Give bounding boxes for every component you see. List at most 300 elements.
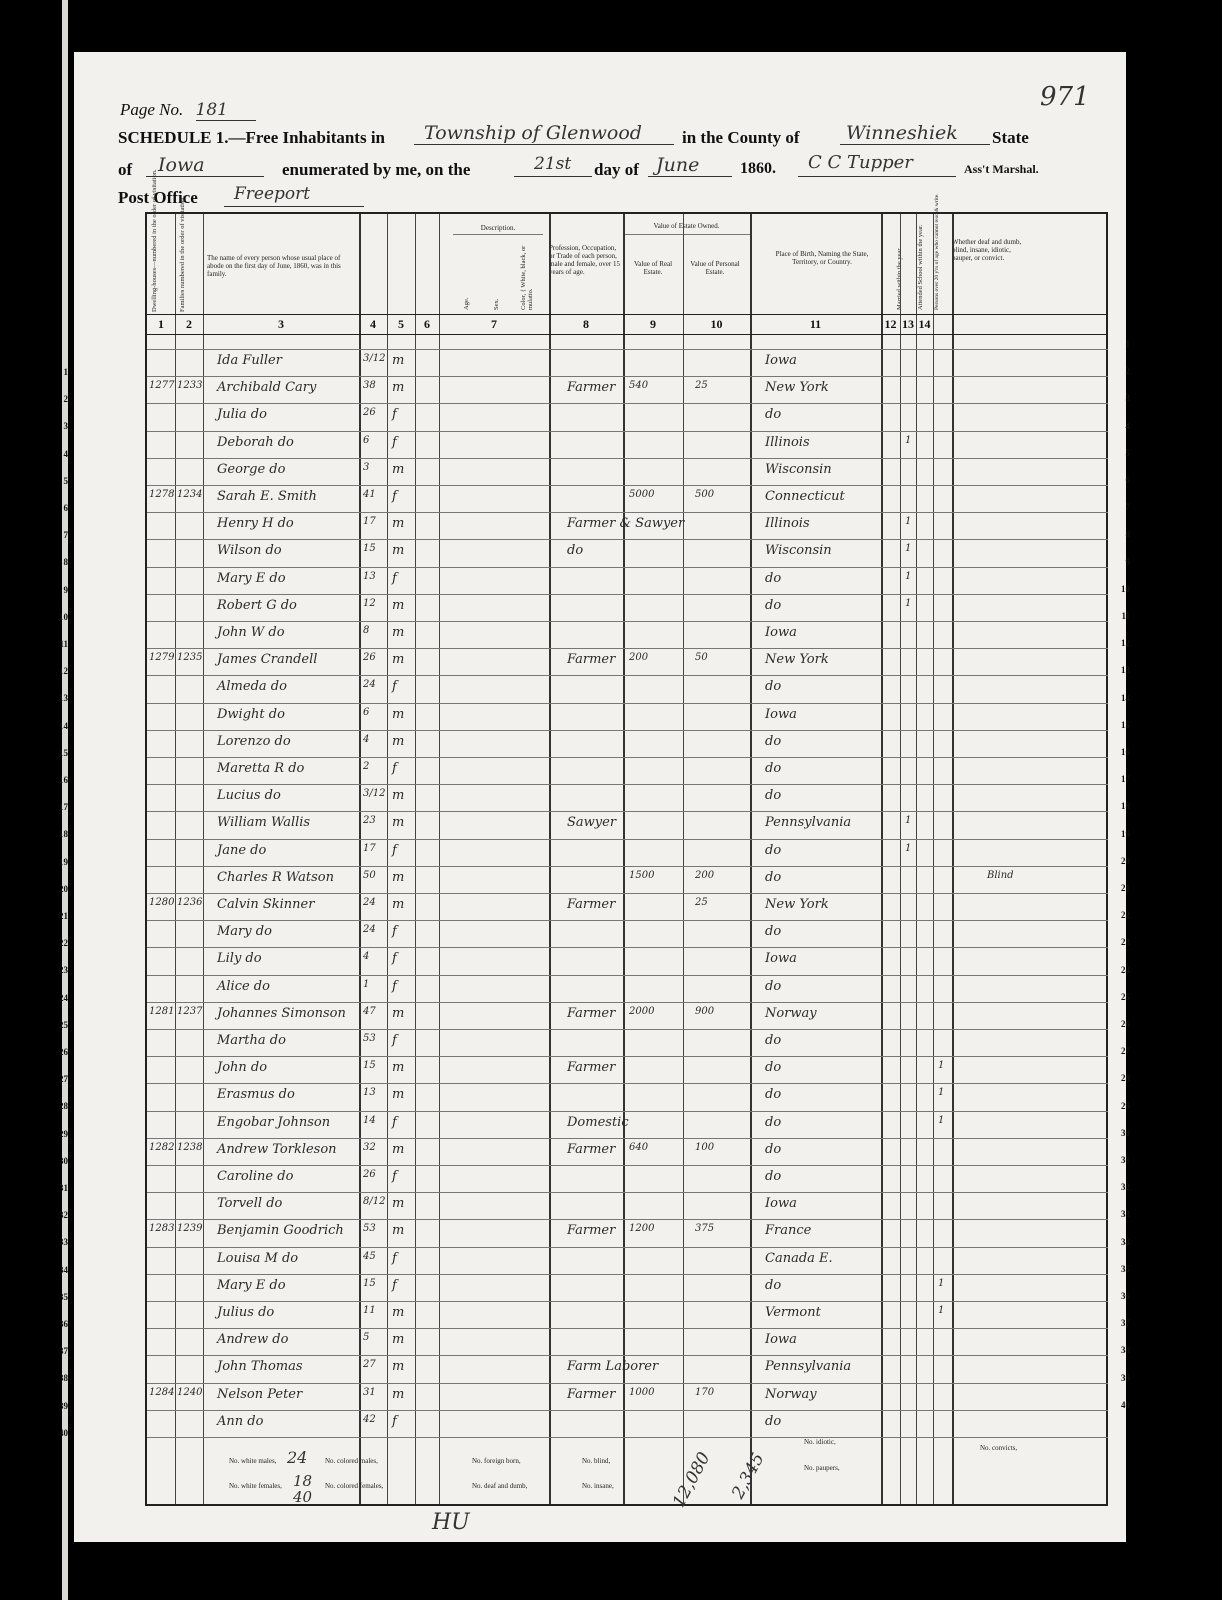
table-cell: f <box>392 489 397 504</box>
table-cell: 1 <box>363 978 370 990</box>
table-cell: 1000 <box>629 1386 655 1398</box>
row-number-left: 18 <box>59 829 68 840</box>
table-cell: 50 <box>695 652 708 664</box>
table-cell: m <box>392 788 405 804</box>
col11-header: Married within the year. <box>896 247 903 310</box>
table-cell: 100 <box>695 1141 715 1153</box>
table-cell: do <box>765 570 782 586</box>
table-cell: Wilson do <box>217 543 282 559</box>
row-number-left: 25 <box>59 1019 68 1030</box>
column-divider <box>916 214 917 1504</box>
row-number-left: 36 <box>59 1319 68 1329</box>
table-cell: Engobar Johnson <box>217 1114 331 1130</box>
table-cell: f <box>392 570 397 586</box>
table-cell: 3/12 <box>363 788 386 800</box>
table-cell: Iowa <box>765 353 797 368</box>
row-number-right: 30 <box>1121 1127 1130 1138</box>
row-rule <box>147 1301 1108 1302</box>
row-number-right: 26 <box>1121 1019 1130 1029</box>
table-cell: 640 <box>629 1141 649 1153</box>
table-cell: do <box>765 597 782 613</box>
table-cell: Canada E. <box>765 1250 833 1266</box>
table-cell: 53 <box>363 1033 376 1044</box>
convicts-label: No. convicts, <box>980 1444 1018 1452</box>
table-cell: do <box>765 1087 782 1103</box>
table-cell: 27 <box>363 1359 376 1371</box>
page-label: Page No. <box>120 100 184 119</box>
stamp-number: 971 <box>1040 82 1090 112</box>
row-rule <box>147 1083 1108 1084</box>
white-males-label: No. white males, <box>229 1457 277 1465</box>
table-cell: 15 <box>363 1060 376 1072</box>
table-cell: Deborah do <box>217 434 294 450</box>
row-number-left: 32 <box>59 1210 68 1221</box>
enumerated-label: enumerated by me, on the <box>282 160 471 179</box>
column-number: 7 <box>491 317 497 331</box>
table-cell: 42 <box>363 1413 376 1425</box>
row-number-left: 1 <box>63 367 68 377</box>
col2-header: Families numbered in the order of visitation. <box>179 195 186 312</box>
binding-strip <box>62 0 68 1600</box>
row-rule <box>147 757 1108 758</box>
table-cell: New York <box>765 897 829 912</box>
table-cell: m <box>392 1141 405 1157</box>
row-number-left: 8 <box>63 557 68 568</box>
row-rule <box>147 1165 1108 1166</box>
row-number-left: 23 <box>59 965 68 976</box>
row-rule <box>147 839 1108 840</box>
column-divider <box>439 214 440 1504</box>
row-number-right: 4 <box>1125 420 1130 431</box>
table-cell: Julia do <box>217 407 267 423</box>
row-number-right: 19 <box>1121 828 1130 839</box>
column-number: 3 <box>278 317 284 331</box>
table-cell: Farmer <box>567 380 616 396</box>
row-number-left: 22 <box>59 938 68 949</box>
table-cell: Ida Fuller <box>217 353 282 368</box>
table-cell: Farmer & Sawyer <box>567 516 685 532</box>
table-cell: Sawyer <box>567 815 617 831</box>
table-cell: 1 <box>905 543 912 555</box>
total-persons: 40 <box>293 1488 313 1506</box>
row-rule <box>147 458 1108 459</box>
column-number: 14 <box>918 317 931 331</box>
row-number-left: 6 <box>63 503 68 513</box>
table-cell: Archibald Cary <box>217 380 317 396</box>
table-cell: France <box>765 1223 812 1239</box>
white-males-count: 24 <box>287 1448 308 1467</box>
table-cell: Iowa <box>765 1196 797 1212</box>
table-cell: 31 <box>363 1386 376 1398</box>
table-cell: 1235 <box>177 652 203 664</box>
table-cell: Iowa <box>765 951 797 967</box>
row-number-left: 12 <box>59 666 68 677</box>
row-rule <box>147 1138 1108 1139</box>
table-cell: 1283 <box>149 1223 175 1235</box>
table-cell: 1238 <box>177 1141 203 1153</box>
table-cell: George do <box>217 461 286 477</box>
table-cell: do <box>765 1141 782 1157</box>
row-rule <box>147 485 1108 486</box>
real-estate-total: 12,080 <box>668 1449 715 1511</box>
row-number-right: 5 <box>1125 447 1130 458</box>
row-number-right: 14 <box>1121 692 1130 703</box>
foreign-born-label: No. foreign born, <box>472 1457 521 1465</box>
column-number: 11 <box>809 317 822 331</box>
day-field: 21st <box>534 154 572 174</box>
row-number-left: 29 <box>59 1128 68 1139</box>
column-divider <box>881 214 883 1504</box>
table-cell: 1200 <box>629 1223 655 1235</box>
bottom-mark: HU <box>432 1510 470 1535</box>
col3-header: The name of every person whose usual place of abode on the first day of June, 1860, was in this family. <box>207 254 341 278</box>
white-females-count: 18 <box>293 1472 313 1490</box>
table-cell: John Thomas <box>217 1359 303 1375</box>
row-number-right: 33 <box>1121 1209 1130 1220</box>
table-cell: Farmer <box>567 1005 616 1021</box>
table-cell: John do <box>217 1060 268 1076</box>
column-divider <box>952 214 954 1504</box>
col4-header: Age. <box>463 297 470 310</box>
table-cell: 47 <box>363 1005 376 1017</box>
table-cell: m <box>392 380 405 396</box>
month-field: June <box>656 154 700 176</box>
row-number-right: 12 <box>1121 638 1130 649</box>
row-number-left: 20 <box>59 883 68 894</box>
table-cell: do <box>765 407 782 423</box>
table-cell: 17 <box>363 842 376 854</box>
table-cell: Lorenzo do <box>217 733 291 749</box>
table-cell: Maretta R do <box>217 761 305 776</box>
table-cell: 1 <box>938 1277 945 1289</box>
row-rule <box>147 730 1108 731</box>
row-rule <box>147 512 1108 513</box>
table-cell: m <box>392 1196 405 1212</box>
table-cell: 1237 <box>177 1005 203 1017</box>
table-cell: m <box>392 1305 405 1320</box>
table-cell: 15 <box>363 1277 376 1289</box>
table-cell: 1234 <box>177 489 203 500</box>
row-number-right: 29 <box>1121 1100 1130 1111</box>
table-cell: Farm Laborer <box>567 1359 659 1375</box>
table-cell: 3 <box>363 461 370 473</box>
row-number-left: 37 <box>59 1346 68 1357</box>
row-rule <box>147 893 1108 894</box>
table-cell: 200 <box>629 652 649 664</box>
table-cell: Johannes Simonson <box>217 1005 346 1021</box>
estate-group-header: Value of Estate Owned. <box>653 222 720 230</box>
row-number-left: 17 <box>59 802 68 813</box>
table-cell: Martha do <box>217 1033 286 1048</box>
table-cell: 1 <box>938 1087 945 1099</box>
table-cell: 1240 <box>177 1386 203 1398</box>
table-cell: Connecticut <box>765 489 845 504</box>
column-divider <box>359 214 361 1504</box>
table-cell: 17 <box>363 516 376 528</box>
colored-females-label: No. colored females, <box>325 1482 384 1490</box>
row-number-left: 9 <box>63 584 68 595</box>
table-cell: m <box>392 706 405 722</box>
table-cell: Farmer <box>567 1386 616 1402</box>
table-cell: 26 <box>363 407 376 419</box>
row-rule <box>147 1219 1108 1220</box>
row-number-right: 28 <box>1121 1073 1130 1084</box>
table-cell: do <box>765 842 782 858</box>
table-cell: 15 <box>363 543 376 555</box>
table-cell: m <box>392 625 405 640</box>
row-rule <box>147 703 1108 704</box>
table-cell: 8 <box>363 625 370 636</box>
row-number-left: 34 <box>59 1264 68 1275</box>
page-no-line <box>196 120 256 121</box>
row-rule <box>147 1437 1108 1438</box>
table-cell: f <box>392 1250 397 1266</box>
column-number: 9 <box>650 317 656 331</box>
table-cell: m <box>392 353 405 368</box>
row-number-left: 30 <box>59 1155 68 1166</box>
table-cell: 1233 <box>177 380 203 392</box>
table-cell: Calvin Skinner <box>217 897 315 912</box>
table-cell: f <box>392 407 397 423</box>
column-divider <box>750 214 752 1504</box>
description-group-header: Description. <box>480 224 516 232</box>
row-number-left: 26 <box>59 1047 68 1057</box>
table-cell: f <box>392 434 397 450</box>
col1-header: Dwelling-houses—numbered in the order of visitation. <box>151 169 158 312</box>
table-cell: 11 <box>363 1305 376 1316</box>
colored-males-label: No. colored males, <box>325 1457 378 1465</box>
row-number-left: 14 <box>59 720 68 731</box>
table-cell: 13 <box>363 1087 376 1099</box>
table-cell: Farmer <box>567 897 616 912</box>
row-rule <box>147 431 1108 432</box>
paupers-label: No. paupers, <box>804 1464 840 1472</box>
table-cell: 1 <box>938 1305 945 1316</box>
table-cell: Farmer <box>567 1223 616 1239</box>
row-number-right: 3 <box>1125 393 1130 404</box>
description-group-line <box>453 234 543 235</box>
table-cell: 26 <box>363 1169 376 1180</box>
col7-header: Profession, Occupation, or Trade of each person, male and female, over 15 years of age. <box>549 244 620 276</box>
table-cell: 1282 <box>149 1141 175 1153</box>
table-cell: m <box>392 815 405 831</box>
table-cell: Norway <box>765 1386 817 1402</box>
row-rule <box>147 349 1108 350</box>
table-cell: m <box>392 733 405 749</box>
table-cell: 1 <box>905 570 912 582</box>
post-office-field: Freeport <box>234 184 311 204</box>
table-cell: do <box>765 679 782 695</box>
col12-header: Attended School within the year. <box>917 224 924 310</box>
table-cell: 1279 <box>149 652 175 664</box>
county-line <box>840 144 990 145</box>
table-cell: m <box>392 1332 405 1348</box>
table-cell: do <box>765 1114 782 1130</box>
row-rule <box>147 1029 1108 1030</box>
table-cell: 13 <box>363 570 376 582</box>
row-number-right: 6 <box>1125 475 1130 485</box>
table-cell: 1281 <box>149 1005 175 1017</box>
table-cell: Farmer <box>567 1141 616 1157</box>
table-cell: Jane do <box>217 842 267 858</box>
table-cell: m <box>392 1087 405 1103</box>
table-cell: Erasmus do <box>217 1087 295 1103</box>
table-cell: 5000 <box>629 489 655 500</box>
table-cell: 41 <box>363 489 376 500</box>
row-number-right: 32 <box>1121 1182 1130 1193</box>
table-cell: Iowa <box>765 1332 797 1348</box>
table-cell: Dwight do <box>217 706 285 722</box>
table-cell: 200 <box>695 869 715 881</box>
col9-header: Value of Personal Estate. <box>690 260 740 276</box>
table-cell: m <box>392 516 405 532</box>
row-number-right: 31 <box>1121 1155 1130 1165</box>
table-cell: Benjamin Goodrich <box>217 1223 344 1239</box>
table-cell: 4 <box>363 951 370 963</box>
census-page <box>59 52 1130 1542</box>
year-label: 1860. <box>740 160 776 177</box>
row-number-left: 21 <box>59 911 68 921</box>
table-cell: Iowa <box>765 625 797 640</box>
table-cell: f <box>392 679 397 695</box>
idiotic-label: No. idiotic, <box>804 1438 836 1446</box>
table-cell: 24 <box>363 679 376 691</box>
table-cell: 1500 <box>629 869 655 881</box>
table-cell: Wisconsin <box>765 461 832 477</box>
column-divider <box>175 214 176 1504</box>
row-rule <box>147 1247 1108 1248</box>
column-number: 1 <box>158 317 164 331</box>
table-cell: m <box>392 1386 405 1402</box>
row-number-left: 13 <box>59 693 68 704</box>
row-number-right: 38 <box>1121 1345 1130 1356</box>
table-cell: Pennsylvania <box>765 1359 852 1375</box>
table-cell: do <box>765 1033 782 1048</box>
post-office-line <box>224 206 364 207</box>
table-cell: 2000 <box>629 1005 655 1017</box>
table-cell: Andrew do <box>217 1332 289 1348</box>
table-cell: Illinois <box>765 434 810 450</box>
county-field: Winneshiek <box>846 122 958 144</box>
table-cell: James Crandell <box>217 652 318 668</box>
table-cell: New York <box>765 380 829 396</box>
column-divider <box>933 214 934 1504</box>
row-rule <box>147 1383 1108 1384</box>
row-rule <box>147 675 1108 676</box>
row-number-left: 15 <box>59 747 68 758</box>
column-number: 6 <box>424 317 430 331</box>
row-rule <box>147 811 1108 812</box>
table-cell: Alice do <box>217 978 270 994</box>
table-cell: 8/12 <box>363 1196 386 1208</box>
table-cell: 24 <box>363 897 376 908</box>
table-cell: 1 <box>938 1060 945 1072</box>
table-cell: Mary do <box>217 924 272 940</box>
table-cell: 6 <box>363 434 370 446</box>
table-cell: Iowa <box>765 706 797 722</box>
day-line <box>514 176 592 177</box>
row-number-left: 7 <box>63 530 68 541</box>
col8-header: Value of Real Estate. <box>633 260 673 276</box>
row-number-right: 15 <box>1121 719 1130 730</box>
row-number-right: 16 <box>1121 747 1130 757</box>
table-cell: Caroline do <box>217 1169 294 1184</box>
row-number-right: 21 <box>1121 883 1130 893</box>
row-rule <box>147 403 1108 404</box>
table-cell: Andrew Torkleson <box>217 1141 337 1157</box>
table-cell: 375 <box>695 1223 715 1235</box>
row-number-right: 18 <box>1121 801 1130 812</box>
table-cell: 1 <box>905 434 912 446</box>
column-divider <box>683 214 684 1504</box>
table-cell: 2 <box>363 761 370 772</box>
table-cell: Illinois <box>765 516 810 532</box>
row-rule <box>147 621 1108 622</box>
table-cell: 23 <box>363 815 376 827</box>
table-cell: Sarah E. Smith <box>217 489 317 504</box>
of-label: of <box>118 160 133 179</box>
table-cell: William Wallis <box>217 815 311 831</box>
marshal-label: Ass't Marshal. <box>964 162 1039 176</box>
table-cell: Almeda do <box>217 679 287 695</box>
column-divider <box>549 214 551 1504</box>
row-number-left: 39 <box>59 1400 68 1411</box>
row-number-right: 17 <box>1121 774 1130 785</box>
table-cell: 45 <box>363 1250 376 1262</box>
table-cell: Mary E do <box>217 570 286 586</box>
table-cell: 50 <box>363 869 376 881</box>
table-cell: f <box>392 1033 397 1048</box>
table-cell: m <box>392 1223 405 1239</box>
table-cell: 500 <box>695 489 715 500</box>
column-number: 13 <box>902 317 914 331</box>
table-cell: 6 <box>363 706 370 718</box>
personal-estate-total: 2,345 <box>728 1449 769 1503</box>
table-cell: do <box>567 543 584 559</box>
row-number-left: 35 <box>59 1291 68 1302</box>
row-number-right: 9 <box>1125 556 1130 567</box>
table-cell: do <box>765 978 782 994</box>
table-cell: 540 <box>629 380 649 392</box>
estate-group-line <box>623 234 750 235</box>
blind-label: No. blind, <box>582 1457 611 1465</box>
row-rule <box>147 866 1108 867</box>
post-office-label: Post Office <box>118 188 198 207</box>
row-number-right: 22 <box>1121 910 1130 921</box>
row-number-left: 3 <box>63 421 68 432</box>
state-line <box>146 176 264 177</box>
table-cell: Vermont <box>765 1305 821 1320</box>
row-number-right: 2 <box>1125 366 1130 377</box>
row-rule <box>147 594 1108 595</box>
table-cell: Farmer <box>567 652 616 668</box>
table-cell: Lily do <box>217 951 262 967</box>
header-rule <box>147 314 1108 315</box>
column-divider <box>203 214 204 1504</box>
day-of-label: day of <box>594 160 639 179</box>
marshal-line <box>798 176 956 177</box>
table-cell: 1 <box>905 597 912 609</box>
row-number-right: 24 <box>1121 964 1130 975</box>
deaf-dumb-label: No. deaf and dumb, <box>472 1482 528 1490</box>
row-number-left: 33 <box>59 1237 68 1248</box>
table-cell: 38 <box>363 380 376 392</box>
row-rule <box>147 1274 1108 1275</box>
row-number-right: 8 <box>1125 529 1130 540</box>
table-cell: do <box>765 1277 782 1293</box>
table-cell: 1280 <box>149 897 175 908</box>
row-rule <box>147 648 1108 649</box>
